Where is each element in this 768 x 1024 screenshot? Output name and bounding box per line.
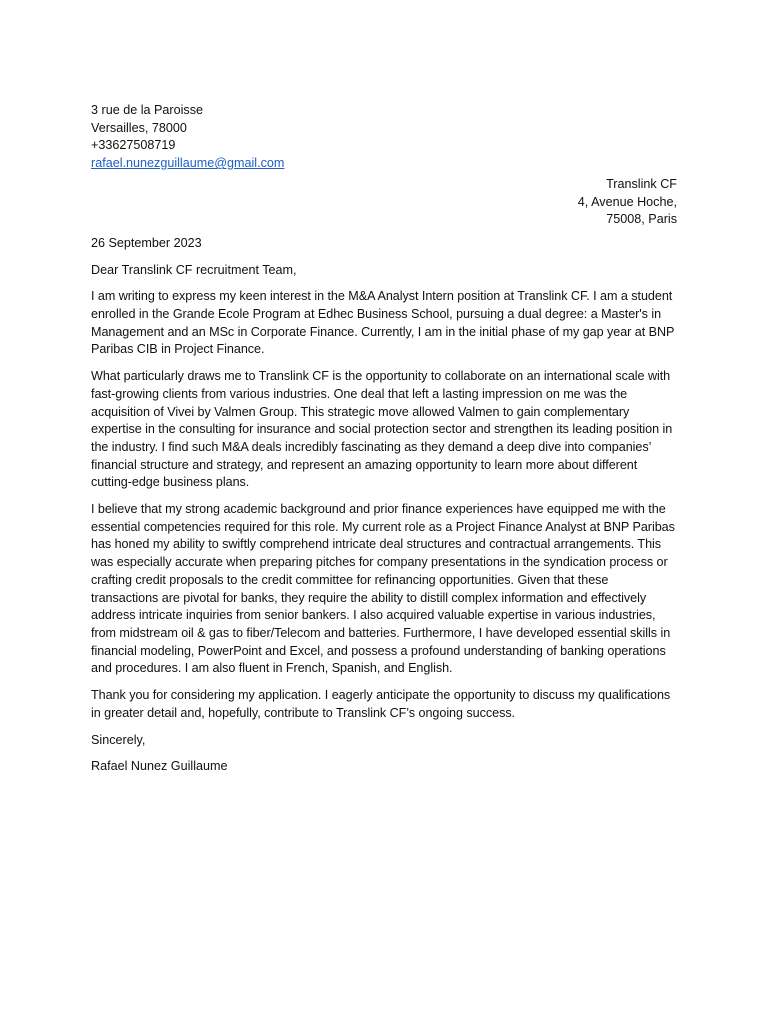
cover-letter xyxy=(91,102,677,776)
paragraph-experience: I believe that my strong academic background and prior finance experiences have equipped me with the essential competencies required for this role. My current role as a Project Finance Analyst at BNP Paribas has honed my ability to swiftly comprehend intricate deal structures and contractual arrangements. This was especially accurate when preparing pitches for company presentations in the syndication process or crafting credit proposals to the credit committee for refinancing opportunities. Given that these transactions are pivotal for banks, they require the ability to distill complex information and effectively address intricate inquiries from senior bankers. I also acquired valuable expertise in various industries, from midstream oil & gas to fiber/Telecom and batteries. Furthermore, I have developed essential skills in financial modeling, PowerPoint and Excel, and possess a profound understanding of banking operations and procedures. I am also fluent in French, Spanish, and English. xyxy=(91,502,675,676)
paragraph-intro: I am writing to express my keen interest in the M&A Analyst Intern position at Translink CF. I am a student enrolled in the Grande Ecole Program at Edhec Business School, pursuing a dual degree: a Master's in Management and an MSc in Corporate Finance. Currently, I am in the initial phase of my gap year at BNP Paribas CIB in Project Finance. xyxy=(91,289,675,357)
paragraph-motivation: What particularly draws me to Translink CF is the opportunity to collaborate on an international scale with fast-growing clients from various industries. One deal that left a lasting impression on me was the acquisition of Vivei by Valmen Group. This strategic move allowed Valmen to gain complementary expertise in the consulting for insurance and social protection sector and strengthen its leading position in the industry. I find such M&A deals incredibly fascinating as they demand a deep dive into companies’ financial structure and strategy, and represent an amazing opportunity to learn more about different cutting-edge business plans. xyxy=(91,369,673,490)
sender-phone: +33627508719 xyxy=(91,138,176,153)
sender-city: Versailles, 78000 xyxy=(91,120,187,135)
recipient-street: 4, Avenue Hoche, xyxy=(577,194,677,209)
letter-date: 26 September 2023 xyxy=(91,235,202,250)
recipient-address-block xyxy=(91,176,677,229)
recipient-company: Translink CF xyxy=(606,176,677,191)
recipient-city: 75008, Paris xyxy=(606,212,677,227)
closing: Sincerely, xyxy=(91,732,146,747)
paragraph-thanks: Thank you for considering my application. I eagerly anticipate the opportunity to discuss my qualifications in greater detail and, hopefully, contribute to Translink CF’s ongoing success. xyxy=(91,688,671,720)
signature-name: Rafael Nunez Guillaume xyxy=(91,759,228,774)
sender-email-link[interactable]: rafael.nunezguillaume@gmail.com xyxy=(91,156,285,171)
sender-address-block xyxy=(91,102,677,173)
salutation: Dear Translink CF recruitment Team, xyxy=(91,262,297,277)
sender-street: 3 rue de la Paroisse xyxy=(91,103,204,117)
